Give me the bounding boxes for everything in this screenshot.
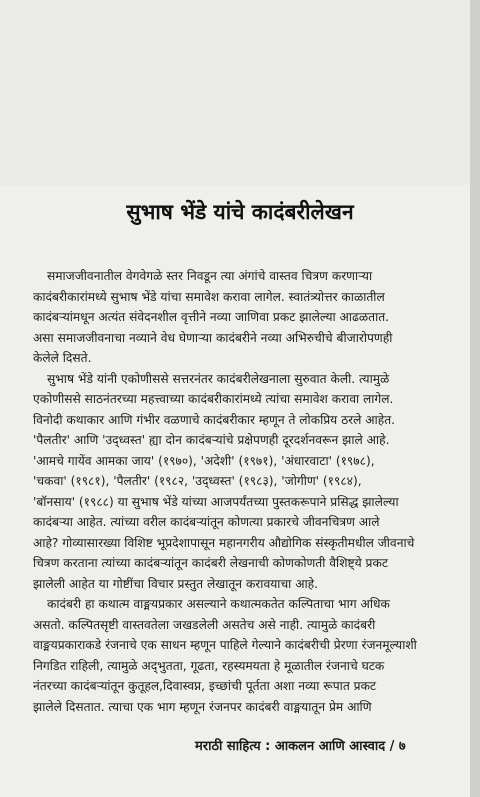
text-line: केलेले दिसते. [33,351,92,365]
text-line: कादंबऱ्यांमधून अत्यंत संवेदनशील वृत्तीने नव्या जाणिवा प्रकट झालेल्या आढळतात. [33,310,390,324]
text-line: निगडित राहिली, त्यामुळे अद्‌भुतता, गूढता, रहस्यमयता हे मूळातील रंजनाचे घटक [33,658,385,673]
text-line: कादंबरीकारांमध्ये सुभाष भेंडे यांचा समावेश करावा लागेल. स्वातंत्र्योत्तर काळातील [33,289,385,304]
text-line: वाङ्मयप्रकाराकडे रंजनाचे एक साधन म्हणून पाहिले गेल्याने कादंबरीची प्रेरणा रंजनमूल्याशी [33,638,417,652]
text-line: एकोणीससे साठनंतरच्या महत्त्वाच्या कादंबरीकारांमध्ये त्यांचा समावेश करावा लागेल. [33,392,394,406]
show-through-area [0,0,480,185]
text-line: झालेली आहेत या गोष्टींचा विचार प्रस्तुत लेखातून करावयाचा आहे. [33,576,319,591]
text-line: 'बॉनसाय' (१९८८) या सुभाष भेंडे यांच्या आजपर्यंतच्या पुस्तकरूपाने प्रसिद्ध झालेल्या [33,494,399,509]
text-line: असतो. कल्पितसृष्टी वास्तवतेला जखडलेली असतेच असे नाही. त्यामुळे कादंबरी [33,617,376,632]
text-line: झालेले दिसतात. त्याचा एक भाग म्हणून रंजनपर कादंबरी वाङ्मयातून प्रेम आणि [33,699,372,714]
text-line: समाजजीवनातील वेगवेगळे स्तर निवडून त्या अंगांचे वास्तव चित्रण करणाऱ्या [47,269,373,283]
chapter-heading: सुभाष भेंडे यांचे कादंबरीलेखन [126,200,354,224]
text-line: चित्रण करताना त्यांच्या कादंबऱ्यांतून कादंबरी लेखनाची कोणकोणती वैशिष्ट्ये प्रकट [33,556,388,570]
text-line: कादंबऱ्या आहेत. त्यांच्या वरील कादंबऱ्यांतून कोणत्या प्रकारचे जीवनचित्रण आले [33,515,380,529]
text-line: विनोदी कथाकार आणि गंभीर वळणाचे कादंबरीकार म्हणून ते लोकप्रिय ठरले आहेत. [33,412,396,427]
text-line: असा समाजजीवनाचा नव्याने वेध घेणाऱ्या कादंबरीने नव्या अभिरुचीचे बीजारोपणही [33,330,393,345]
page-footer: मराठी साहित्य : आकलन आणि आस्वाद / ७ [195,739,406,754]
text-line: 'आमचे गायेंव आमका जाय' (१९७०), 'अदेशी' (१९७१), 'अंधारवाटा' (१९७८), [33,453,375,468]
text-line: आहे? गोव्यासारख्या विशिष्ट भूप्रदेशापासून महानगरीय औद्योगिक संस्कृतीमधील जीवनाचे [33,535,415,550]
body-text [33,266,453,717]
text-line: कादंबरी हा कथात्म वाङ्मयप्रकार असल्याने कथात्मकतेत कल्पिताचा भाग अधिक [47,597,390,611]
text-line: 'चकवा' (१९८१), 'पैलतीर' (१९८२, 'उद्ध्वस्त' (१९८३), 'जोगीण' (१९८४), [33,474,362,488]
text-line: नंतरच्या कादंबऱ्यांतून कुतूहल,दिवास्वप्न, इच्छांची पूर्तता अशा नव्या रूपात प्रकट [33,679,377,693]
text-line: सुभाष भेंडे यांनी एकोणीससे सत्तरनंतर कादंबरीलेखनाला सुरुवात केली. त्यामुळे [47,371,390,386]
page-edge-shadow [470,0,480,797]
text-line: 'पैलतीर' आणि 'उद्ध्वस्त' ह्या दोन कादंबऱ्यांचे प्रक्षेपणही दूरदर्शनवरून झाले आहे. [33,433,390,447]
